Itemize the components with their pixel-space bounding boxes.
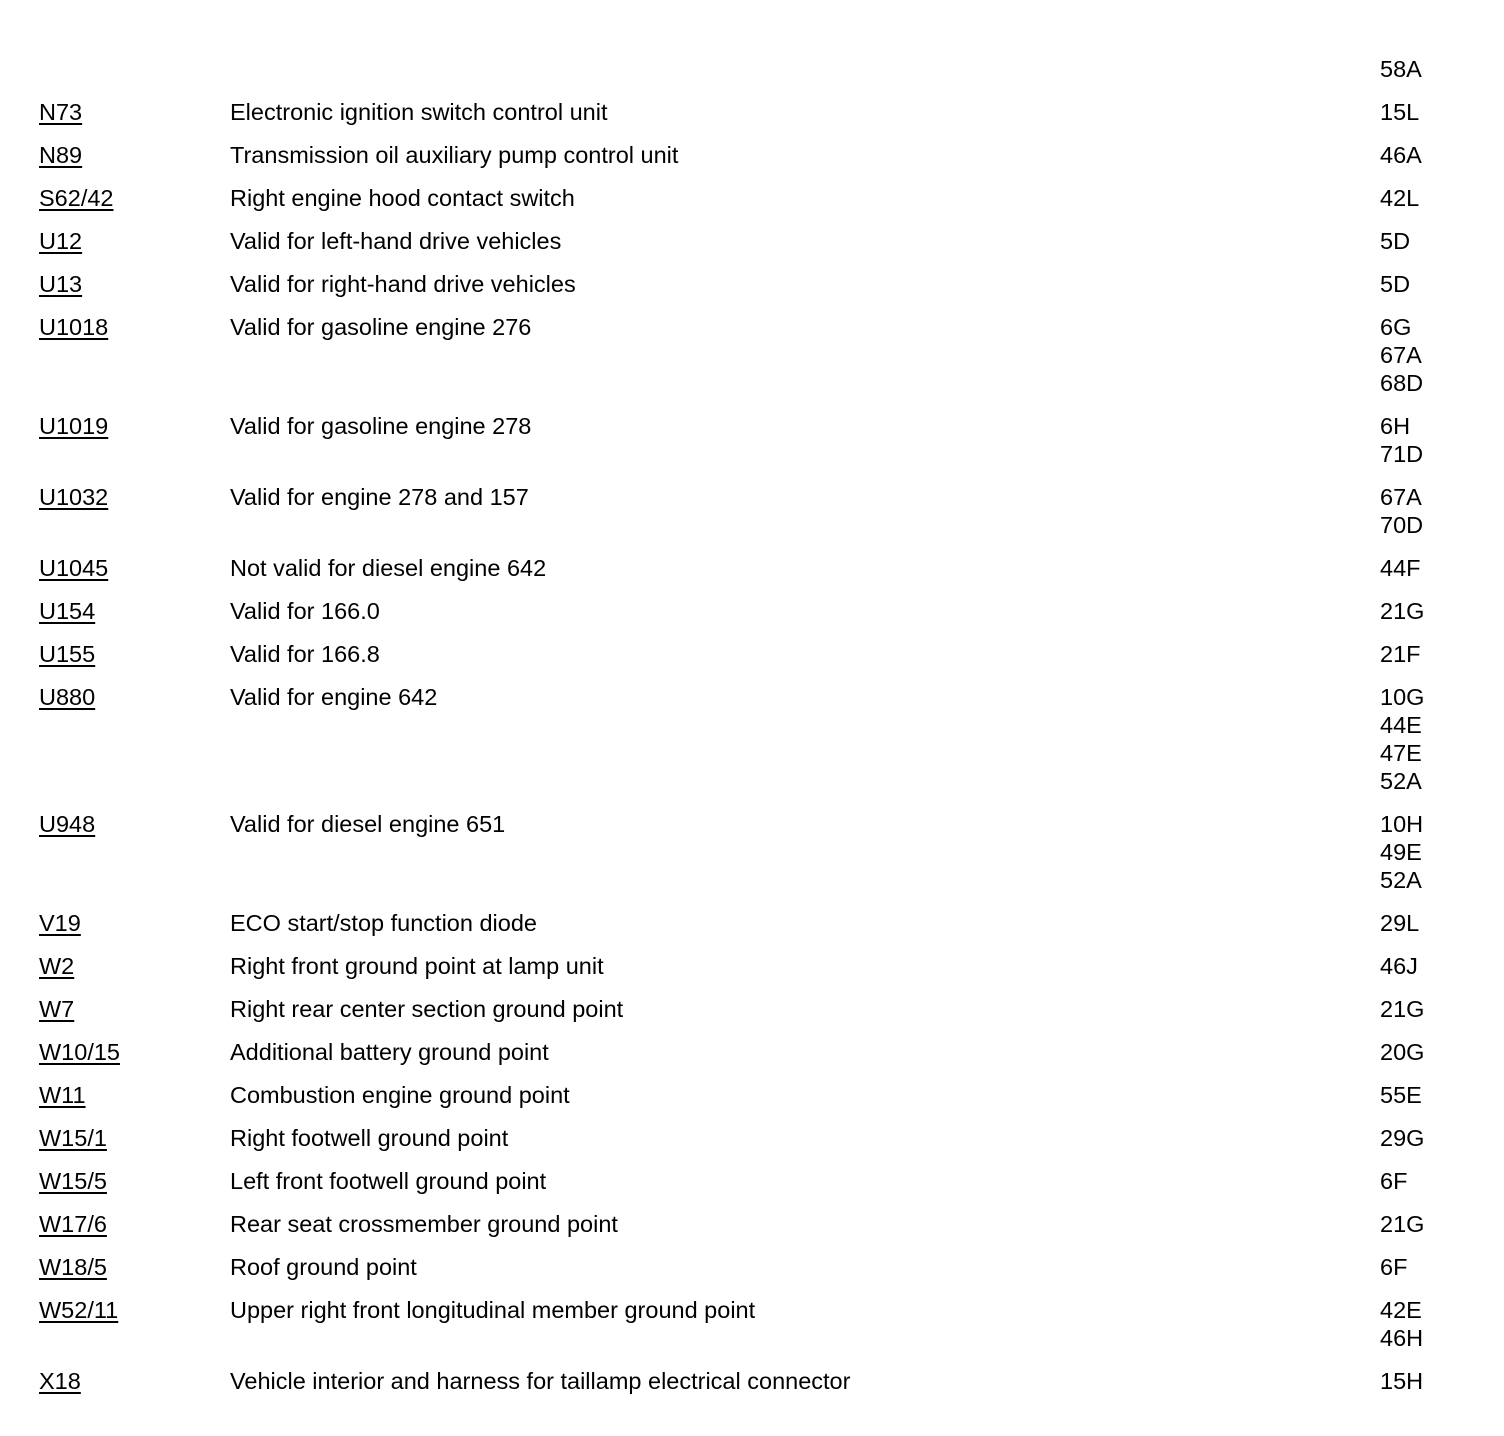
grid-reference: 55E — [1380, 1082, 1422, 1108]
grid-reference: 21G — [1380, 996, 1425, 1022]
component-description: Right front ground point at lamp unit — [230, 953, 604, 979]
component-code-link[interactable]: U1019 — [39, 413, 109, 439]
component-description: Electronic ignition switch control unit — [230, 99, 608, 125]
component-description: Valid for 166.0 — [230, 598, 380, 624]
grid-reference: 67A — [1380, 342, 1422, 368]
component-description: Valid for gasoline engine 278 — [230, 413, 532, 439]
grid-reference: 10G — [1380, 684, 1425, 710]
component-code-link[interactable]: W15/1 — [39, 1125, 107, 1151]
component-code-link[interactable]: U13 — [39, 271, 83, 297]
grid-reference: 20G — [1380, 1039, 1425, 1065]
grid-reference: 70D — [1380, 512, 1424, 538]
grid-reference: 49E — [1380, 839, 1422, 865]
component-code-link[interactable]: U948 — [39, 811, 96, 837]
component-code-link[interactable]: U12 — [39, 228, 83, 254]
grid-reference: 29G — [1380, 1125, 1425, 1151]
component-code-link[interactable]: W52/11 — [39, 1297, 119, 1323]
component-description: Not valid for diesel engine 642 — [230, 555, 547, 581]
grid-reference: 5D — [1380, 271, 1411, 297]
component-code-link[interactable]: W11 — [39, 1082, 86, 1108]
grid-reference: 21G — [1380, 598, 1425, 624]
grid-reference: 6F — [1380, 1168, 1408, 1194]
grid-reference: 21F — [1380, 641, 1421, 667]
component-code-link[interactable]: W7 — [39, 996, 75, 1022]
component-description: Rear seat crossmember ground point — [230, 1211, 618, 1237]
grid-reference: 71D — [1380, 441, 1424, 467]
component-description: Valid for left-hand drive vehicles — [230, 228, 562, 254]
component-description: Right rear center section ground point — [230, 996, 624, 1022]
component-code-link[interactable]: W18/5 — [39, 1254, 107, 1280]
component-description: Valid for diesel engine 651 — [230, 811, 506, 837]
component-description: Left front footwell ground point — [230, 1168, 547, 1194]
component-code-link[interactable]: N73 — [39, 99, 83, 125]
grid-reference: 10H — [1380, 811, 1424, 837]
component-code-link[interactable]: N89 — [39, 142, 83, 168]
grid-reference: 42L — [1380, 185, 1420, 211]
component-code-link[interactable]: V19 — [39, 910, 81, 936]
component-description: Valid for gasoline engine 276 — [230, 314, 532, 340]
grid-reference: 46J — [1380, 953, 1418, 979]
grid-reference: 6H — [1380, 413, 1411, 439]
grid-reference: 42E — [1380, 1297, 1422, 1323]
component-description: Additional battery ground point — [230, 1039, 549, 1065]
component-description: Upper right front longitudinal member ground point — [230, 1297, 756, 1323]
grid-reference: 21G — [1380, 1211, 1425, 1237]
component-description: Vehicle interior and harness for taillamp electrical connector — [230, 1368, 851, 1394]
grid-reference: 46H — [1380, 1325, 1424, 1351]
grid-reference: 15H — [1380, 1368, 1424, 1394]
lead-ref: 58A — [1380, 56, 1422, 82]
grid-reference: 47E — [1380, 740, 1422, 766]
component-description: Roof ground point — [230, 1254, 417, 1280]
component-description: Valid for engine 278 and 157 — [230, 484, 529, 510]
grid-reference: 15L — [1380, 99, 1420, 125]
component-description: Right footwell ground point — [230, 1125, 509, 1151]
component-code-link[interactable]: U880 — [39, 684, 96, 710]
component-code-link[interactable]: U155 — [39, 641, 96, 667]
component-code-link[interactable]: U154 — [39, 598, 96, 624]
grid-reference: 44F — [1380, 555, 1421, 581]
component-description: Combustion engine ground point — [230, 1082, 570, 1108]
grid-reference: 6F — [1380, 1254, 1408, 1280]
component-code-link[interactable]: W10/15 — [39, 1039, 120, 1065]
component-code-link[interactable]: W17/6 — [39, 1211, 107, 1237]
grid-reference: 52A — [1380, 867, 1422, 893]
component-code-link[interactable]: X18 — [39, 1368, 81, 1394]
component-code-link[interactable]: W2 — [39, 953, 75, 979]
component-code-link[interactable]: U1018 — [39, 314, 109, 340]
grid-reference: 5D — [1380, 228, 1411, 254]
component-code-link[interactable]: U1045 — [39, 555, 109, 581]
component-code-link[interactable]: W15/5 — [39, 1168, 107, 1194]
component-description: Right engine hood contact switch — [230, 185, 575, 211]
component-code-link[interactable]: U1032 — [39, 484, 109, 510]
component-description: Valid for right-hand drive vehicles — [230, 271, 576, 297]
grid-reference: 44E — [1380, 712, 1422, 738]
grid-reference: 68D — [1380, 370, 1424, 396]
grid-reference: 6G — [1380, 314, 1412, 340]
grid-reference: 29L — [1380, 910, 1420, 936]
component-code-link[interactable]: S62/42 — [39, 185, 114, 211]
component-description: ECO start/stop function diode — [230, 910, 537, 936]
component-description: Valid for engine 642 — [230, 684, 438, 710]
component-description: Valid for 166.8 — [230, 641, 380, 667]
grid-reference: 52A — [1380, 768, 1422, 794]
grid-reference: 46A — [1380, 142, 1422, 168]
component-description: Transmission oil auxiliary pump control unit — [230, 142, 679, 168]
grid-reference: 67A — [1380, 484, 1422, 510]
